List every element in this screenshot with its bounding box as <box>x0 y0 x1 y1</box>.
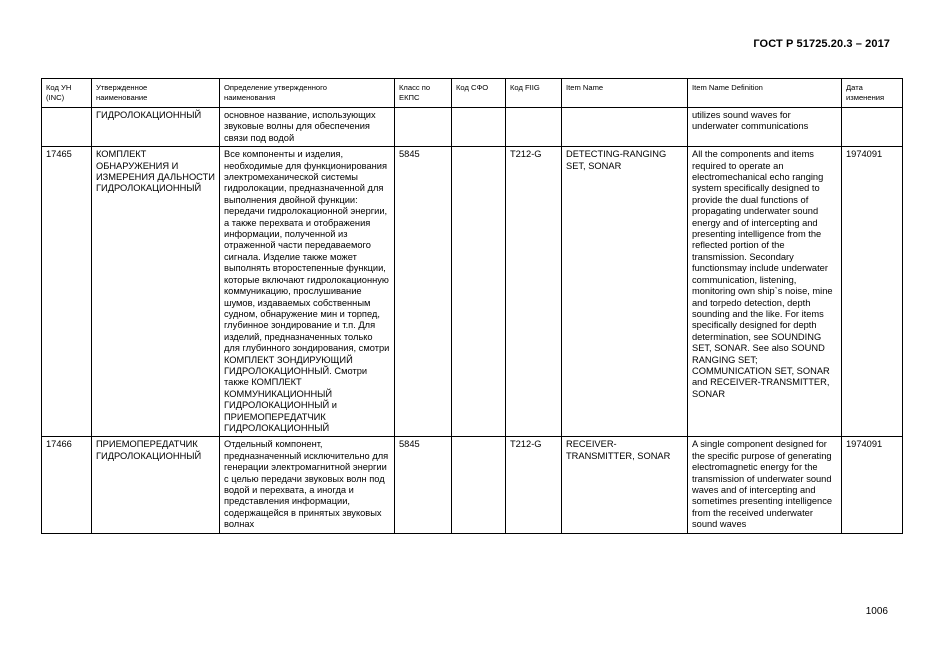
cell-change-date: 1974091 <box>842 147 903 437</box>
cell-approved-name: ПРИЕМОПЕРЕДАТЧИК ГИДРОЛОКАЦИОННЫЙ <box>92 437 220 533</box>
column-header-item-name-definition: Item Name Definition <box>688 79 842 108</box>
column-header-approved-name: Утвержденное наименование <box>92 79 220 108</box>
column-header-item-name: Item Name <box>562 79 688 108</box>
cell-item-name: RECEIVER-TRANSMITTER, SONAR <box>562 437 688 533</box>
cell-sfo-code <box>452 147 506 437</box>
cell-ekps-class: 5845 <box>395 437 452 533</box>
cell-fiig-code <box>506 108 562 147</box>
cell-inc <box>42 108 92 147</box>
column-header-sfo-code: Код СФО <box>452 79 506 108</box>
cell-definition: Отдельный компонент, предназначенный исключительно для генерации электромагнитной энергии с целью передачи звуковых волн под водой и перехвата, а иногда и представления информации, содержащейся в принятых звуковых волнах <box>220 437 395 533</box>
cell-item-name <box>562 108 688 147</box>
cell-item-name: DETECTING-RANGING SET, SONAR <box>562 147 688 437</box>
table-header-row <box>42 79 903 108</box>
column-header-inc: Код УН (INC) <box>42 79 92 108</box>
cell-ekps-class: 5845 <box>395 147 452 437</box>
column-header-fiig-code: Код FIIG <box>506 79 562 108</box>
cell-approved-name: КОМПЛЕКТ ОБНАРУЖЕНИЯ И ИЗМЕРЕНИЯ ДАЛЬНОСТИ ГИДРОЛОКАЦИОННЫЙ <box>92 147 220 437</box>
cell-inc: 17466 <box>42 437 92 533</box>
cell-change-date <box>842 108 903 147</box>
table-row <box>42 108 903 147</box>
table-row <box>42 437 903 533</box>
cell-change-date: 1974091 <box>842 437 903 533</box>
column-header-ekps-class: Класс по ЕКПС <box>395 79 452 108</box>
cell-sfo-code <box>452 108 506 147</box>
column-header-change-date: Дата изменения <box>842 79 903 108</box>
cell-inc: 17465 <box>42 147 92 437</box>
cell-ekps-class <box>395 108 452 147</box>
document-standard-header: ГОСТ Р 51725.20.3 – 2017 <box>753 38 890 50</box>
table-row <box>42 147 903 437</box>
cell-item-name-definition: All the components and items required to operate an electromechanical echo ranging system specifically designed to provide the dual functions of propagating underwater sound energy and of intercepting and presenting intelligence from the reflected portion of the transmission. Secondary functionsmay include underwater communication, listening, monitoring own ship`s noise, mine and torpedo detection, depth sounding and the like. For items specifically designed for depth determination, see SOUNDING SET, SONAR. See also SOUND RANGING SET; COMMUNICATION SET, SONAR and RECEIVER-TRANSMITTER, SONAR <box>688 147 842 437</box>
cell-definition: Все компоненты и изделия, необходимые для функционирования электромеханической системы гидролокации, предназначенной для выполнения двойной функции: передачи гидролокационной энергии, а также перехвата и отображения информации, полученной из отраженной части передаваемого сигнала. Изделие также может выполнять второстепенные функции, которые включают гидролокационную коммуникацию, прослушивание шумов, издаваемых собственным судном, обнаружение мин и торпед, глубинное зондирование и т.п. Для изделий, предназначенных только для глубинного зондирования, смотри КОМПЛЕКТ ЗОНДИРУЮЩИЙ ГИДРОЛОКАЦИОННЫЙ. Смотри также КОМПЛЕКТ КОММУНИКАЦИОННЫЙ ГИДРОЛОКАЦИОННЫЙ и ПРИЕМОПЕРЕДАТЧИК ГИДРОЛОКАЦИОННЫЙ <box>220 147 395 437</box>
cell-fiig-code: T212-G <box>506 147 562 437</box>
page-number: 1006 <box>865 606 888 617</box>
cell-approved-name: ГИДРОЛОКАЦИОННЫЙ <box>92 108 220 147</box>
column-header-definition: Определение утвержденного наименования <box>220 79 395 108</box>
cell-sfo-code <box>452 437 506 533</box>
cell-item-name-definition: utilizes sound waves for underwater communications <box>688 108 842 147</box>
cell-definition: основное название, использующих звуковые волны для обеспечения связи под водой <box>220 108 395 147</box>
classification-table <box>41 78 903 534</box>
cell-item-name-definition: A single component designed for the specific purpose of generating electromagnetic energy for the transmission of underwater sound waves and of intercepting and sometimes presenting intelligence from the received underwater sound waves <box>688 437 842 533</box>
cell-fiig-code: T212-G <box>506 437 562 533</box>
